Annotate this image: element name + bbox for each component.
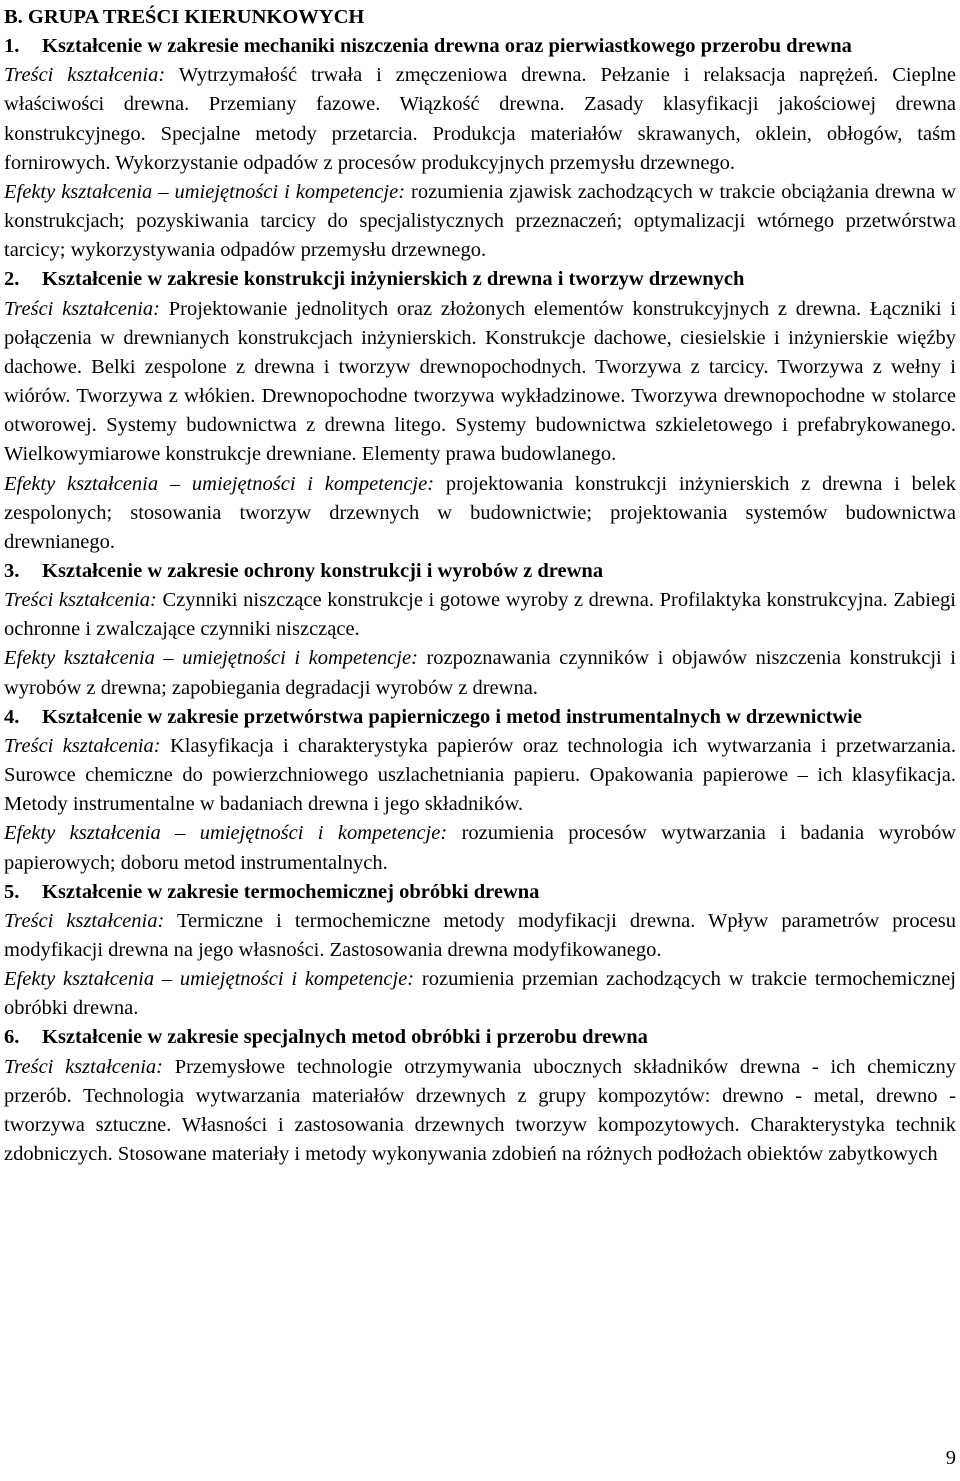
content-paragraph (4, 61, 956, 178)
effects-label: Efekty kształcenia – umiejętności i kompetencje: (4, 472, 435, 495)
content-paragraph (4, 732, 956, 819)
effects-label: Efekty kształcenia – umiejętności i kompetencje: (4, 180, 406, 203)
section-1 (4, 32, 956, 265)
section-heading (4, 703, 956, 732)
section-title: Kształcenie w zakresie termochemicznej obróbki drewna (42, 880, 540, 903)
content-text: Klasyfikacja i charakterystyka papierów oraz technologia ich wytwarzania i przetwarzania. Surowce chemiczne do powierzchniowego uszlachetniania papieru. Opakowania papierowe – ich klasyfikacja. Metody instrumentalne w badaniach drewna i jego składników. (4, 734, 956, 816)
effects-paragraph (4, 178, 956, 265)
sections-container (4, 32, 956, 1169)
effects-paragraph (4, 819, 956, 877)
effects-text: rozumienia zjawisk zachodzących w trakcie obciążania drewna w konstrukcjach; pozyskiwania tarcicy do specjalistycznych przeznaczeń; optymalizacji wtórnego przetwórstwa tarcicy; wykorzystywania odpadów przemysłu drzewnego. (4, 180, 956, 262)
section-3 (4, 557, 956, 703)
effects-text: projektowania konstrukcji inżynierskich z drewna i belek zespolonych; stosowania tworzyw drzewnych w budownictwie; projektowania systemów budownictwa drewnianego. (4, 472, 957, 553)
section-2 (4, 265, 956, 557)
effects-paragraph (4, 644, 956, 702)
content-label: Treści kształcenia: (4, 1055, 163, 1078)
effects-paragraph (4, 965, 956, 1023)
section-number: 2. (4, 268, 20, 291)
section-heading (4, 557, 956, 586)
section-heading (4, 265, 956, 294)
content-text: Termiczne i termochemiczne metody modyfikacji drewna. Wpływ parametrów procesu modyfikacji drewna na jego własności. Zastosowania drewna modyfikowanego. (4, 909, 956, 961)
effects-label: Efekty kształcenia – umiejętności i kompetencje: (4, 968, 415, 991)
content-paragraph (4, 295, 956, 470)
content-paragraph (4, 586, 956, 644)
content-text: Czynniki niszczące konstrukcje i gotowe wyroby z drewna. Profilaktyka konstrukcyjna. Zabiegi ochronne i zwalczające czynniki niszczące. (4, 589, 956, 641)
content-paragraph (4, 1053, 956, 1170)
content-label: Treści kształcenia: (4, 909, 165, 932)
section-number: 5. (4, 880, 20, 903)
section-number: 1. (4, 35, 20, 58)
section-4 (4, 703, 956, 878)
section-heading (4, 32, 956, 61)
section-number: 6. (4, 1026, 20, 1049)
content-label: Treści kształcenia: (4, 734, 161, 757)
content-label: Treści kształcenia: (4, 64, 166, 87)
section-title: Kształcenie w zakresie specjalnych metod obróbki i przerobu drewna (42, 1026, 648, 1049)
effects-text: rozpoznawania czynników i objawów niszczenia konstrukcji i wyrobów z drewna; zapobiegania degradacji wyrobów z drewna. (4, 647, 957, 699)
section-5 (4, 878, 956, 1024)
group-title: B. GRUPA TREŚCI KIERUNKOWYCH (4, 6, 365, 28)
section-title: Kształcenie w zakresie ochrony konstrukcji i wyrobów z drewna (42, 559, 604, 582)
effects-text: rozumienia procesów wytwarzania i badania wyrobów papierowych; doboru metod instrumentalnych. (4, 822, 957, 874)
effects-paragraph (4, 470, 956, 557)
effects-text: rozumienia przemian zachodzących w trakcie termochemicznej obróbki drewna. (4, 968, 956, 1020)
section-6 (4, 1023, 956, 1169)
section-title: Kształcenie w zakresie przetwórstwa papierniczego i metod instrumentalnych w drzewnictwie (42, 705, 863, 728)
section-heading (4, 1023, 956, 1052)
section-title: Kształcenie w zakresie mechaniki niszczenia drewna oraz pierwiastkowego przerobu drewna (42, 35, 852, 58)
effects-label: Efekty kształcenia – umiejętności i kompetencje: (4, 647, 418, 670)
section-heading (4, 878, 956, 907)
section-title: Kształcenie w zakresie konstrukcji inżynierskich z drewna i tworzyw drzewnych (42, 268, 745, 291)
content-text: Przemysłowe technologie otrzymywania ubocznych składników drewna - ich chemiczny przerób. Technologia wytwarzania materiałów drzewnych z grupy kompozytów: drewno - metal, drewno - tworzywa sztuczne. Własności i zastosowania drzewnych tworzyw kompozytowych. Charakterystyka technik zdobniczych. Stosowane materiały i metody wykonywania zdobień na różnych podłożach obiektów zabytkowych (4, 1055, 957, 1166)
section-number: 4. (4, 705, 20, 728)
content-label: Treści kształcenia: (4, 589, 157, 612)
effects-label: Efekty kształcenia – umiejętności i kompetencje: (4, 822, 448, 845)
page-number: 9 (945, 1447, 956, 1469)
content-paragraph (4, 907, 956, 965)
content-text: Projektowanie jednolitych oraz złożonych elementów konstrukcyjnych z drewna. Łączniki i połączenia w drewnianych konstrukcjach inżynierskich. Konstrukcje dachowe, ciesielskie i inżynierskie więźby dachowe. Belki zespolone z drewna i tworzyw drewnopochodnych. Tworzywa z tarcicy. Tworzywa z wełny i wiórów. Tworzywa z włókien. Drewnopochodne tworzywa wykładzinowe. Tworzywa drewnopochodne w stolarce otworowej. Systemy budownictwa z drewna litego. Systemy budownictwa szkieletowego i prefabrykowanego. Wielkowymiarowe konstrukcje drewniane. Elementy prawa budowlanego. (4, 297, 957, 466)
section-number: 3. (4, 559, 20, 582)
content-text: Wytrzymałość trwała i zmęczeniowa drewna. Pełzanie i relaksacja naprężeń. Cieplne właściwości drewna. Przemiany fazowe. Wiązkość drewna. Zasady klasyfikacji jakościowej drewna konstrukcyjnego. Specjalne metody przetarcia. Produkcja materiałów skrawanych, oklein, obłogów, taśm fornirowych. Wykorzystanie odpadów z procesów produkcyjnych przemysłu drzewnego. (4, 64, 956, 174)
document-page (4, 3, 956, 1169)
content-label: Treści kształcenia: (4, 297, 161, 320)
